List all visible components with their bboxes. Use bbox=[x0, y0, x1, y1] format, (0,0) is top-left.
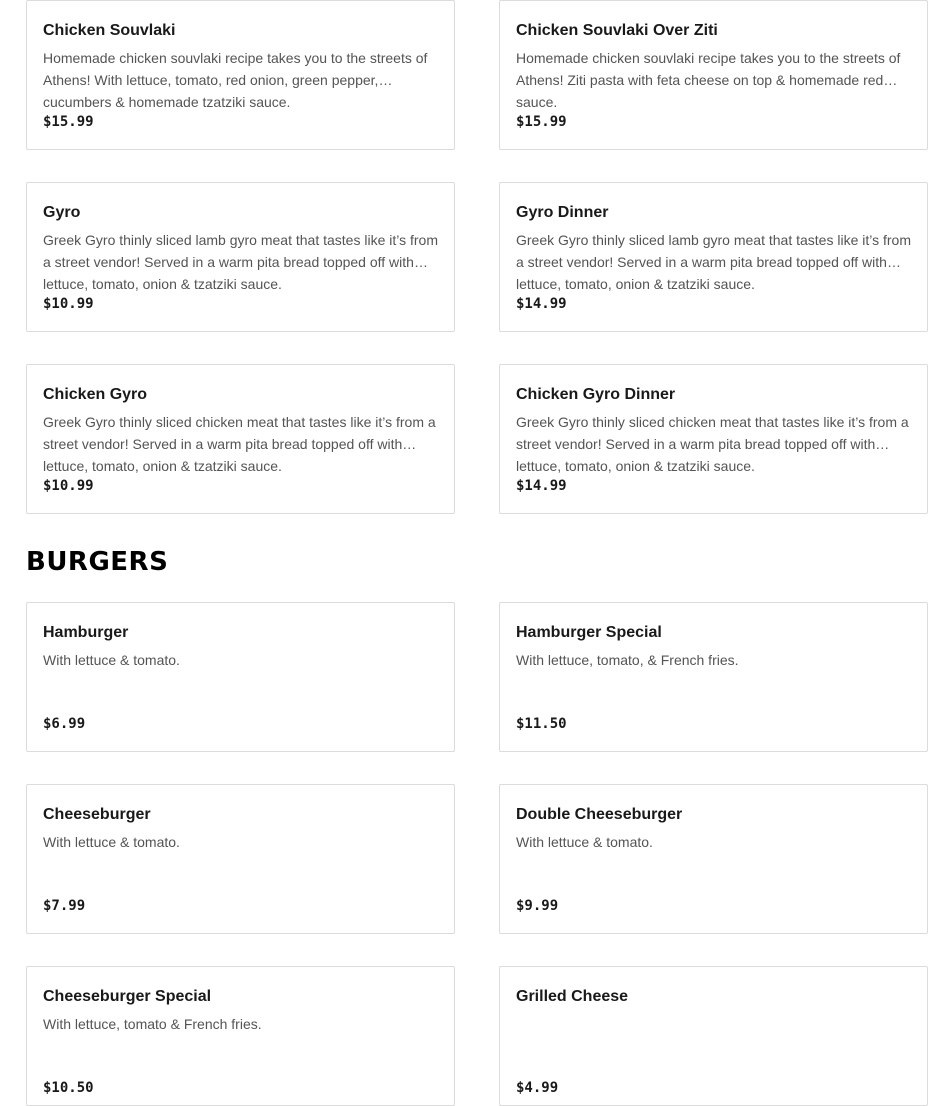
item-name: Hamburger bbox=[43, 624, 129, 641]
menu-section-grid bbox=[26, 602, 928, 1106]
menu-item-card[interactable] bbox=[26, 182, 455, 332]
item-description bbox=[516, 1013, 911, 1057]
item-description: Greek Gyro thinly sliced lamb gyro meat that tastes like it’s from a street vendor! Served in a warm pita bread topped off with lettuce, tomato, onion & tzatziki sauce. bbox=[516, 232, 911, 292]
item-name: Chicken Gyro Dinner bbox=[516, 386, 676, 403]
item-price: $15.99 bbox=[43, 114, 94, 130]
menu-item-card[interactable] bbox=[499, 364, 928, 514]
menu-item-card[interactable] bbox=[499, 182, 928, 332]
item-price: $11.50 bbox=[516, 716, 567, 732]
item-description: Greek Gyro thinly sliced chicken meat that tastes like it’s from a street vendor! Served in a warm pita bread topped off with lettuce, tomato, onion & tzatziki sauce. bbox=[516, 414, 909, 474]
menu-item-card[interactable] bbox=[26, 602, 455, 752]
menu-item-card[interactable] bbox=[26, 0, 455, 150]
menu-item-card[interactable] bbox=[26, 784, 455, 934]
item-name: Cheeseburger Special bbox=[43, 988, 212, 1005]
item-description: Greek Gyro thinly sliced lamb gyro meat that tastes like it’s from a street vendor! Served in a warm pita bread topped off with lettuce, tomato, onion & tzatziki sauce. bbox=[43, 232, 438, 292]
menu-item-card[interactable] bbox=[499, 0, 928, 150]
item-price: $10.99 bbox=[43, 478, 94, 494]
item-name: Chicken Souvlaki bbox=[43, 22, 176, 39]
item-price: $15.99 bbox=[516, 114, 567, 130]
item-description: With lettuce & tomato. bbox=[43, 652, 180, 668]
item-price: $14.99 bbox=[516, 478, 567, 494]
item-name: Grilled Cheese bbox=[516, 988, 629, 1005]
item-name: Chicken Gyro bbox=[43, 386, 148, 403]
section-title-burgers: BURGERS bbox=[26, 547, 169, 577]
menu-item-card[interactable] bbox=[499, 602, 928, 752]
menu-item-card[interactable] bbox=[26, 364, 455, 514]
item-price: $6.99 bbox=[43, 716, 86, 732]
item-name: Gyro bbox=[43, 204, 81, 221]
item-price: $9.99 bbox=[516, 898, 559, 914]
menu-section-grid bbox=[26, 0, 928, 514]
item-name: Double Cheeseburger bbox=[516, 806, 683, 823]
menu-item-card[interactable] bbox=[499, 966, 928, 1106]
item-price: $10.99 bbox=[43, 296, 94, 312]
item-price: $7.99 bbox=[43, 898, 86, 914]
item-name: Chicken Souvlaki Over Ziti bbox=[516, 22, 718, 39]
menu-item-card[interactable] bbox=[499, 784, 928, 934]
item-price: $10.50 bbox=[43, 1080, 94, 1096]
item-description: With lettuce & tomato. bbox=[43, 834, 180, 850]
menu-item-card[interactable] bbox=[26, 966, 455, 1106]
item-description: Greek Gyro thinly sliced chicken meat that tastes like it’s from a street vendor! Served in a warm pita bread topped off with lettuce, tomato, onion & tzatziki sauce. bbox=[43, 414, 436, 474]
item-description: With lettuce & tomato. bbox=[516, 834, 653, 850]
item-description: Homemade chicken souvlaki recipe takes you to the streets of Athens! Ziti pasta with feta cheese on top & homemade red sauce. bbox=[516, 50, 901, 110]
item-price: $4.99 bbox=[516, 1080, 559, 1096]
item-name: Hamburger Special bbox=[516, 624, 662, 641]
item-name: Cheeseburger bbox=[43, 806, 151, 823]
item-name: Gyro Dinner bbox=[516, 204, 609, 221]
item-description: With lettuce, tomato & French fries. bbox=[43, 1016, 262, 1032]
item-description: With lettuce, tomato, & French fries. bbox=[516, 652, 739, 668]
item-description: Homemade chicken souvlaki recipe takes you to the streets of Athens! With lettuce, tomato, red onion, green pepper, cucumbers & homemade tzatziki sauce. bbox=[43, 50, 428, 110]
item-price: $14.99 bbox=[516, 296, 567, 312]
